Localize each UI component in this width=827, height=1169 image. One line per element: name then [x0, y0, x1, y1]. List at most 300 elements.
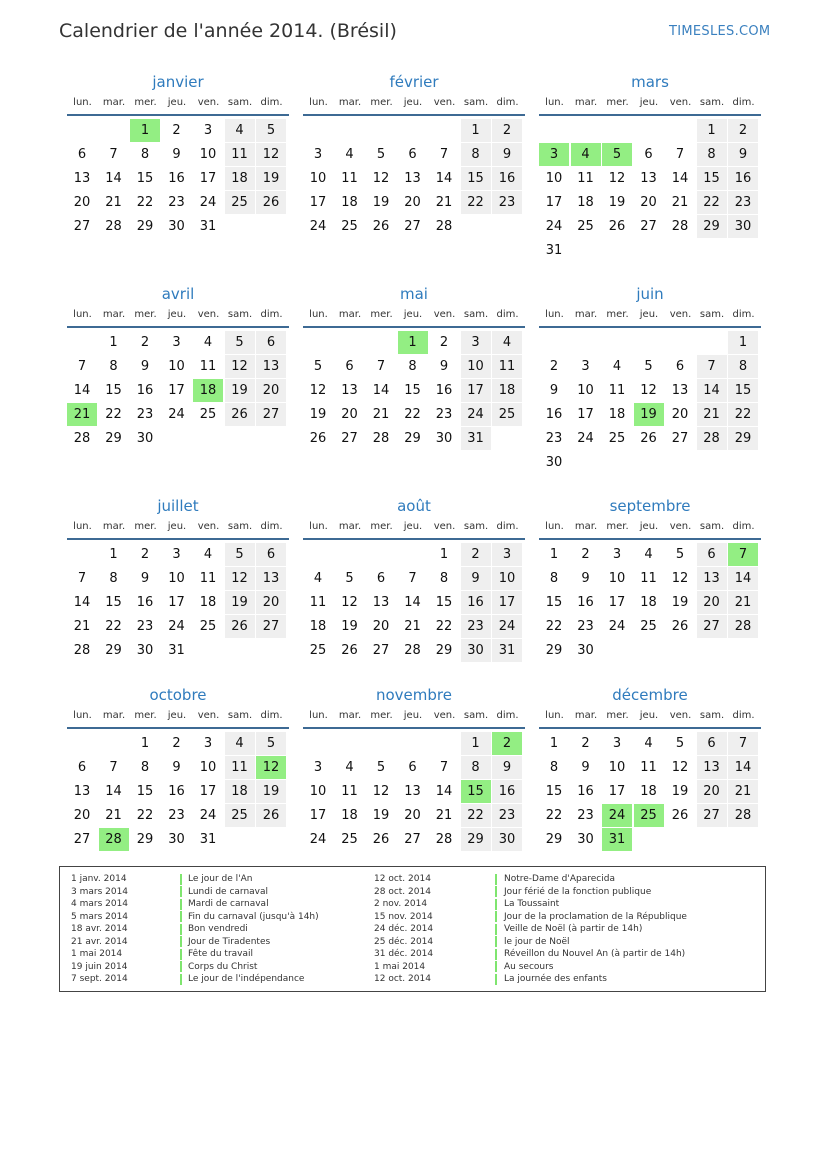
day-cell: 16 — [168, 784, 185, 799]
day-cell: 19 — [608, 195, 626, 210]
weekday-header: mar. — [338, 309, 362, 320]
day-cell: 2 — [439, 335, 449, 350]
day-cell: 25 — [640, 619, 657, 634]
weekday-header: mar. — [338, 521, 362, 532]
day-cell: 12 — [640, 383, 657, 398]
day-cell: 17 — [199, 171, 217, 186]
day-cell: 16 — [435, 383, 453, 398]
day-cell: 21 — [697, 403, 727, 426]
day-cell: 28 — [697, 427, 727, 450]
day-cell: 20 — [372, 619, 390, 634]
weekday-header: jeu. — [639, 710, 659, 721]
weekday-header: dim. — [496, 97, 519, 108]
holiday-day-cell: 12 — [256, 756, 286, 779]
day-cell: 1 — [728, 331, 758, 354]
legend-holiday-name: Jour de la proclamation de la République — [504, 911, 687, 922]
holiday-day-cell: 1 — [398, 331, 428, 354]
day-cell: 21 — [105, 808, 122, 823]
day-cell: 29 — [728, 427, 758, 450]
day-cell: 27 — [73, 832, 91, 847]
day-cell: 12 — [341, 595, 358, 610]
day-cell: 15 — [545, 595, 563, 610]
day-cell: 30 — [545, 455, 563, 470]
day-cell: 12 — [608, 171, 626, 186]
day-cell: 25 — [225, 804, 255, 827]
day-cell: 6 — [345, 359, 354, 374]
month-name: août — [397, 497, 431, 515]
weekday-header: dim. — [260, 521, 283, 532]
day-cell: 25 — [309, 643, 327, 658]
day-cell: 13 — [404, 784, 421, 799]
weekday-header: mer. — [606, 97, 629, 108]
weekday-header: jeu. — [167, 710, 187, 721]
day-cell: 23 — [136, 619, 154, 634]
day-cell: 28 — [372, 431, 390, 446]
weekday-header: dim. — [260, 710, 283, 721]
day-cell: 16 — [136, 383, 154, 398]
weekday-header: jeu. — [403, 309, 423, 320]
day-cell: 20 — [640, 195, 657, 210]
legend-marker — [495, 949, 497, 960]
day-cell: 5 — [376, 147, 386, 162]
day-cell: 18 — [199, 595, 217, 610]
day-cell: 25 — [199, 619, 217, 634]
day-cell: 26 — [372, 832, 390, 847]
weekday-header: sam. — [227, 309, 253, 320]
day-cell: 3 — [313, 147, 323, 162]
day-cell: 17 — [461, 379, 491, 402]
day-cell: 15 — [105, 595, 122, 610]
day-cell: 30 — [461, 639, 491, 662]
legend-date: 24 déc. 2014 — [374, 924, 434, 934]
day-cell: 31 — [492, 639, 522, 662]
day-cell: 16 — [545, 407, 563, 422]
month-divider — [303, 538, 525, 540]
holiday-day-cell: 24 — [602, 804, 632, 827]
day-cell: 16 — [168, 171, 185, 186]
month-divider — [539, 727, 761, 729]
day-cell: 26 — [341, 643, 358, 658]
day-cell: 30 — [577, 832, 594, 847]
day-cell: 26 — [671, 619, 689, 634]
day-cell: 5 — [675, 736, 685, 751]
day-cell: 3 — [612, 736, 622, 751]
day-cell: 9 — [172, 760, 181, 775]
weekday-header: dim. — [732, 97, 755, 108]
weekday-header: mar. — [102, 521, 126, 532]
holiday-day-cell: 7 — [728, 543, 758, 566]
day-cell: 15 — [105, 383, 122, 398]
weekday-header: mer. — [134, 521, 157, 532]
weekday-header: ven. — [669, 710, 692, 721]
day-cell: 19 — [225, 379, 255, 402]
day-cell: 26 — [256, 191, 286, 214]
weekday-header: lun. — [309, 521, 328, 532]
day-cell: 10 — [168, 359, 185, 374]
day-cell: 24 — [199, 195, 217, 210]
day-cell: 29 — [105, 643, 122, 658]
day-cell: 14 — [435, 171, 453, 186]
day-cell: 18 — [225, 167, 255, 190]
day-cell: 26 — [372, 219, 390, 234]
legend-holiday-name: Le jour de l'An — [188, 874, 253, 884]
day-cell: 14 — [73, 383, 91, 398]
weekday-header: mar. — [574, 521, 598, 532]
day-cell: 19 — [671, 595, 689, 610]
day-cell: 28 — [105, 219, 122, 234]
weekday-header: lun. — [545, 521, 564, 532]
day-cell: 2 — [461, 543, 491, 566]
day-cell: 4 — [225, 119, 255, 142]
day-cell: 29 — [697, 215, 727, 238]
day-cell: 31 — [545, 243, 563, 258]
weekday-header: dim. — [260, 309, 283, 320]
day-cell: 20 — [697, 591, 727, 614]
day-cell: 11 — [309, 595, 327, 610]
day-cell: 11 — [341, 171, 358, 186]
day-cell: 11 — [608, 383, 626, 398]
day-cell: 28 — [404, 643, 421, 658]
day-cell: 5 — [225, 331, 255, 354]
day-cell: 13 — [73, 171, 91, 186]
day-cell: 22 — [545, 619, 563, 634]
holiday-day-cell: 28 — [99, 828, 129, 851]
legend-marker — [495, 924, 497, 935]
day-cell: 30 — [728, 215, 758, 238]
weekday-header: jeu. — [639, 309, 659, 320]
day-cell: 22 — [136, 808, 154, 823]
day-cell: 22 — [461, 191, 491, 214]
day-cell: 8 — [109, 359, 118, 374]
day-cell: 31 — [199, 832, 217, 847]
legend-marker — [495, 936, 497, 947]
weekday-header: jeu. — [167, 521, 187, 532]
day-cell: 12 — [309, 383, 327, 398]
day-cell: 22 — [105, 619, 122, 634]
legend-marker — [180, 874, 182, 885]
day-cell: 26 — [640, 431, 657, 446]
day-cell: 1 — [549, 736, 559, 751]
day-cell: 28 — [728, 804, 758, 827]
weekday-header: dim. — [496, 521, 519, 532]
day-cell: 26 — [608, 219, 626, 234]
day-cell: 25 — [341, 219, 358, 234]
day-cell: 17 — [608, 784, 626, 799]
day-cell: 19 — [372, 808, 390, 823]
month-divider — [67, 727, 289, 729]
legend-holiday-name: Lundi de carnaval — [188, 886, 269, 897]
day-cell: 16 — [492, 167, 522, 190]
day-cell: 9 — [492, 143, 522, 166]
day-cell: 21 — [728, 591, 758, 614]
holiday-day-cell: 19 — [634, 403, 664, 426]
day-cell: 24 — [545, 219, 563, 234]
weekday-header: dim. — [260, 97, 283, 108]
day-cell: 20 — [73, 808, 91, 823]
day-cell: 28 — [671, 219, 689, 234]
legend-holiday-name: Fin du carnaval (jusqu'à 14h) — [188, 911, 319, 922]
weekday-header: mer. — [370, 710, 393, 721]
weekday-header: mar. — [574, 97, 598, 108]
weekday-header: lun. — [309, 309, 328, 320]
legend-date: 28 oct. 2014 — [374, 886, 431, 897]
brand-logo-text[interactable]: TIMESLES.COM — [669, 24, 771, 39]
weekday-header: ven. — [197, 521, 220, 532]
day-cell: 4 — [203, 335, 213, 350]
weekday-header: mar. — [574, 710, 598, 721]
month-divider — [303, 114, 525, 116]
day-cell: 27 — [73, 219, 91, 234]
weekday-header: ven. — [669, 97, 692, 108]
day-cell: 2 — [581, 736, 590, 751]
day-cell: 13 — [671, 383, 689, 398]
month-name: avril — [161, 285, 195, 303]
legend-marker — [495, 911, 497, 922]
month-divider — [539, 326, 761, 328]
day-cell: 29 — [136, 832, 154, 847]
day-cell: 5 — [675, 547, 685, 562]
day-cell: 10 — [492, 567, 522, 590]
day-cell: 22 — [545, 808, 563, 823]
day-cell: 11 — [199, 571, 217, 586]
day-cell: 21 — [671, 195, 689, 210]
day-cell: 4 — [345, 760, 354, 775]
day-cell: 28 — [728, 615, 758, 638]
day-cell: 1 — [549, 547, 559, 562]
day-cell: 17 — [545, 195, 563, 210]
day-cell: 18 — [309, 619, 327, 634]
day-cell: 5 — [225, 543, 255, 566]
legend-marker — [180, 949, 182, 960]
day-cell: 15 — [461, 167, 491, 190]
month-name: novembre — [376, 686, 452, 704]
legend-date: 15 nov. 2014 — [374, 911, 433, 922]
month-name: février — [389, 73, 439, 91]
weekday-header: mer. — [370, 521, 393, 532]
legend-holiday-name: Corps du Christ — [188, 961, 258, 972]
month-divider — [303, 727, 525, 729]
day-cell: 13 — [256, 567, 286, 590]
month-name: septembre — [609, 497, 691, 515]
day-cell: 21 — [73, 619, 91, 634]
legend-date: 1 mai 2014 — [374, 961, 426, 972]
legend-date: 2 nov. 2014 — [374, 899, 428, 909]
weekday-header: jeu. — [167, 97, 187, 108]
day-cell: 1 — [461, 732, 491, 755]
weekday-header: jeu. — [639, 521, 659, 532]
day-cell: 9 — [461, 567, 491, 590]
month-name: juillet — [157, 497, 199, 515]
day-cell: 11 — [577, 171, 594, 186]
day-cell: 6 — [77, 147, 87, 162]
day-cell: 27 — [404, 832, 421, 847]
weekday-header: lun. — [545, 97, 564, 108]
day-cell: 11 — [640, 760, 657, 775]
day-cell: 24 — [309, 219, 327, 234]
day-cell: 16 — [728, 167, 758, 190]
day-cell: 14 — [435, 784, 453, 799]
day-cell: 18 — [341, 195, 358, 210]
weekday-header: ven. — [433, 710, 456, 721]
day-cell: 7 — [376, 359, 386, 374]
day-cell: 25 — [341, 832, 358, 847]
weekday-header: dim. — [496, 710, 519, 721]
legend-marker — [495, 961, 497, 972]
day-cell: 22 — [728, 403, 758, 426]
day-cell: 10 — [309, 784, 327, 799]
weekday-header: dim. — [496, 309, 519, 320]
legend-holiday-name: Notre-Dame d'Aparecida — [504, 874, 615, 884]
day-cell: 12 — [225, 567, 255, 590]
day-cell: 12 — [372, 171, 390, 186]
weekday-header: sam. — [227, 710, 253, 721]
day-cell: 6 — [697, 543, 727, 566]
legend-date: 1 mai 2014 — [71, 949, 123, 959]
day-cell: 21 — [105, 195, 122, 210]
weekday-header: dim. — [732, 309, 755, 320]
legend-date: 18 avr. 2014 — [71, 924, 128, 934]
day-cell: 7 — [675, 147, 685, 162]
day-cell: 10 — [309, 171, 327, 186]
day-cell: 23 — [435, 407, 453, 422]
day-cell: 24 — [577, 431, 594, 446]
weekday-header: lun. — [545, 710, 564, 721]
month-name: octobre — [149, 686, 207, 704]
day-cell: 12 — [671, 571, 689, 586]
weekday-header: mer. — [370, 97, 393, 108]
day-cell: 2 — [140, 335, 150, 350]
month-name: janvier — [152, 73, 204, 91]
weekday-header: lun. — [73, 710, 92, 721]
day-cell: 25 — [492, 403, 522, 426]
day-cell: 1 — [461, 119, 491, 142]
holiday-day-cell: 3 — [539, 143, 569, 166]
day-cell: 27 — [697, 804, 727, 827]
day-cell: 11 — [640, 571, 657, 586]
day-cell: 15 — [136, 171, 154, 186]
holiday-day-cell: 31 — [602, 828, 632, 851]
day-cell: 16 — [136, 595, 154, 610]
day-cell: 10 — [577, 383, 594, 398]
day-cell: 11 — [225, 756, 255, 779]
legend-marker — [180, 911, 182, 922]
day-cell: 29 — [435, 643, 453, 658]
weekday-header: dim. — [732, 710, 755, 721]
holiday-day-cell: 1 — [130, 119, 160, 142]
day-cell: 24 — [199, 808, 217, 823]
day-cell: 23 — [461, 615, 491, 638]
weekday-header: sam. — [699, 521, 725, 532]
day-cell: 3 — [492, 543, 522, 566]
weekday-header: jeu. — [403, 97, 423, 108]
day-cell: 29 — [105, 431, 122, 446]
day-cell: 18 — [341, 808, 358, 823]
day-cell: 4 — [345, 147, 354, 162]
day-cell: 23 — [492, 191, 522, 214]
day-cell: 4 — [203, 547, 213, 562]
day-cell: 3 — [172, 547, 181, 562]
day-cell: 1 — [697, 119, 727, 142]
day-cell: 10 — [608, 760, 626, 775]
day-cell: 30 — [577, 643, 594, 658]
day-cell: 4 — [644, 547, 653, 562]
day-cell: 9 — [140, 571, 150, 586]
legend-date: 19 juin 2014 — [71, 961, 128, 972]
day-cell: 8 — [549, 571, 559, 586]
day-cell: 21 — [728, 780, 758, 803]
day-cell: 4 — [612, 359, 622, 374]
day-cell: 10 — [545, 171, 563, 186]
day-cell: 12 — [256, 143, 286, 166]
weekday-header: lun. — [309, 97, 328, 108]
day-cell: 2 — [728, 119, 758, 142]
day-cell: 15 — [404, 383, 421, 398]
day-cell: 20 — [256, 591, 286, 614]
day-cell: 16 — [577, 784, 594, 799]
day-cell: 15 — [697, 167, 727, 190]
day-cell: 29 — [545, 643, 563, 658]
day-cell: 24 — [461, 403, 491, 426]
day-cell: 19 — [671, 784, 689, 799]
day-cell: 6 — [644, 147, 653, 162]
day-cell: 31 — [199, 219, 217, 234]
day-cell: 23 — [136, 407, 154, 422]
day-cell: 11 — [341, 784, 358, 799]
day-cell: 9 — [439, 359, 449, 374]
weekday-header: mer. — [370, 309, 393, 320]
day-cell: 14 — [372, 383, 390, 398]
day-cell: 9 — [172, 147, 181, 162]
day-cell: 27 — [372, 643, 390, 658]
weekday-header: ven. — [433, 97, 456, 108]
day-cell: 28 — [435, 832, 453, 847]
day-cell: 29 — [545, 832, 563, 847]
day-cell: 30 — [168, 832, 185, 847]
day-cell: 8 — [461, 143, 491, 166]
day-cell: 12 — [225, 355, 255, 378]
day-cell: 11 — [492, 355, 522, 378]
day-cell: 2 — [140, 547, 150, 562]
day-cell: 8 — [549, 760, 559, 775]
day-cell: 8 — [439, 571, 449, 586]
day-cell: 27 — [671, 431, 689, 446]
legend-holiday-name: Jour de Tiradentes — [188, 936, 271, 947]
day-cell: 30 — [136, 431, 154, 446]
day-cell: 22 — [461, 804, 491, 827]
day-cell: 13 — [697, 567, 727, 590]
weekday-header: lun. — [73, 97, 92, 108]
legend-marker — [495, 899, 497, 910]
day-cell: 7 — [697, 355, 727, 378]
day-cell: 20 — [404, 195, 421, 210]
weekday-header: mer. — [606, 521, 629, 532]
legend-marker — [495, 974, 497, 985]
day-cell: 20 — [697, 780, 727, 803]
month-name: mai — [400, 285, 428, 303]
day-cell: 9 — [581, 760, 590, 775]
legend-date: 3 mars 2014 — [71, 886, 129, 897]
month-divider — [67, 538, 289, 540]
day-cell: 5 — [313, 359, 323, 374]
legend-holiday-name: Réveillon du Nouvel An (à partir de 14h) — [504, 949, 686, 959]
weekday-header: ven. — [669, 309, 692, 320]
day-cell: 21 — [435, 195, 453, 210]
day-cell: 13 — [640, 171, 657, 186]
day-cell: 3 — [581, 359, 590, 374]
legend-date: 21 avr. 2014 — [71, 936, 128, 947]
day-cell: 12 — [372, 784, 390, 799]
weekday-header: mer. — [134, 710, 157, 721]
